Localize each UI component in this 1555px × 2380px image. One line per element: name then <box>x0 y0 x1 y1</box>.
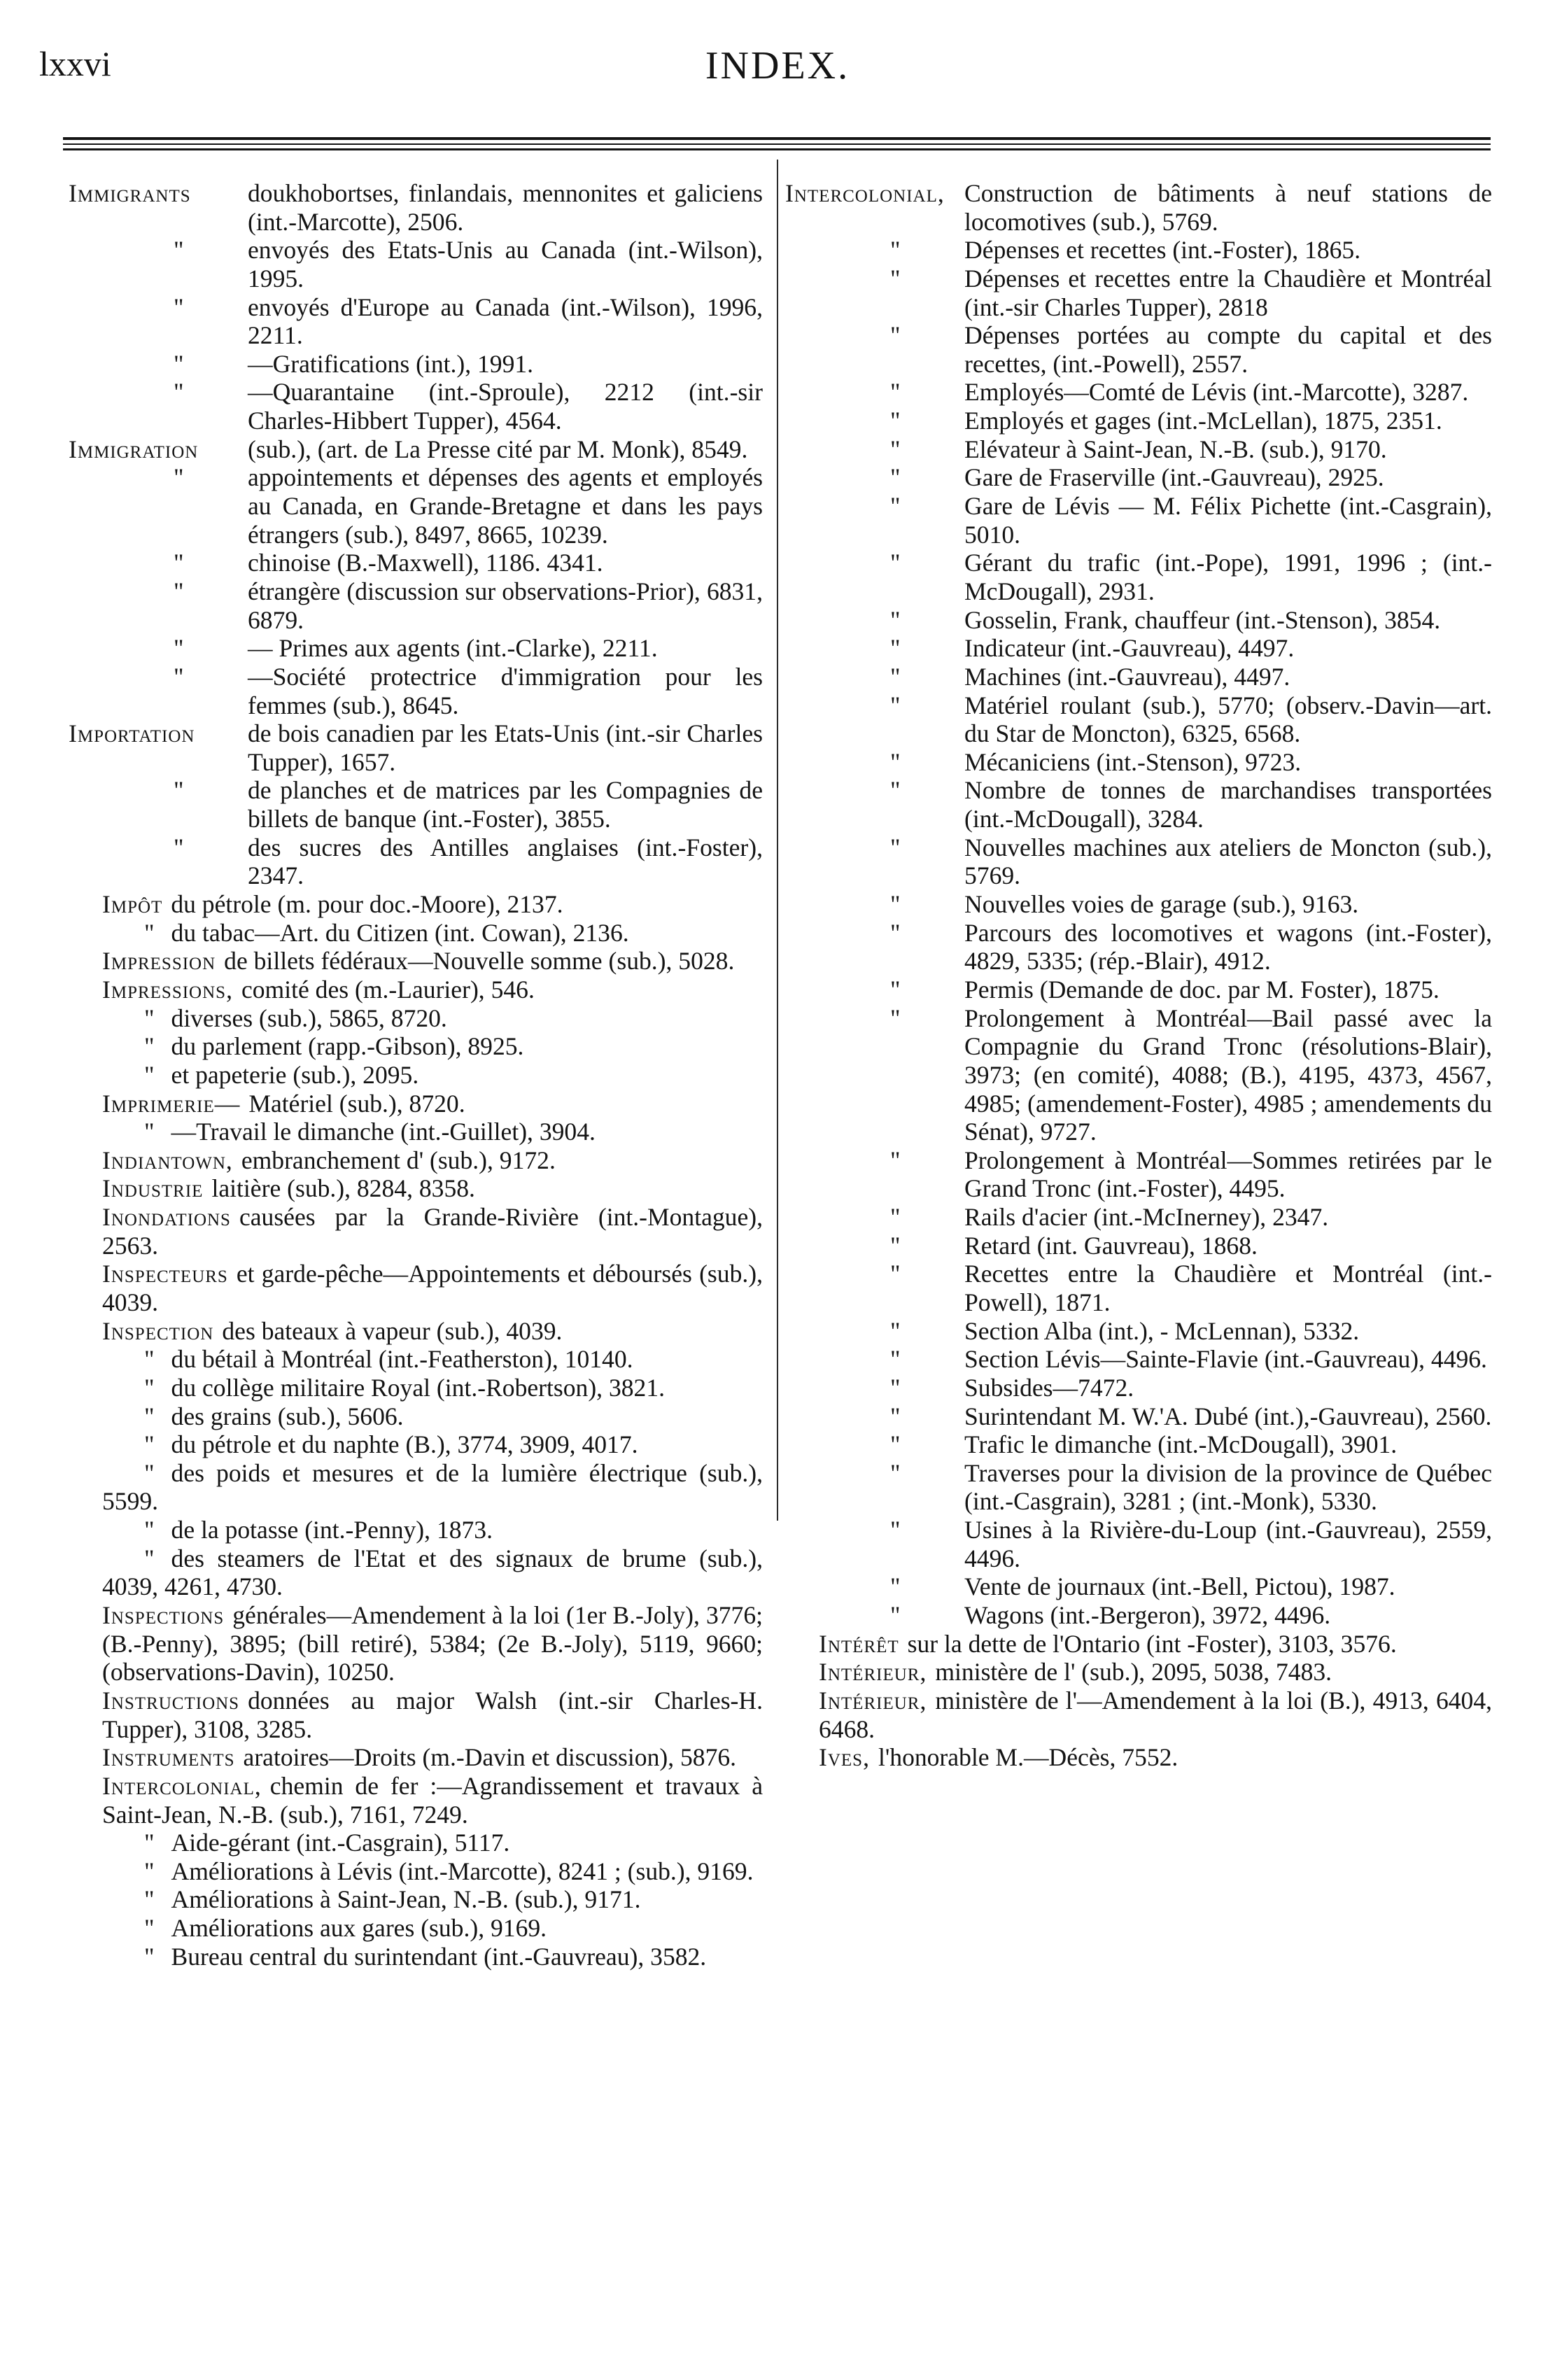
header-rule <box>63 148 1491 150</box>
entry-text: Gérant du trafic (int.-Pope), 1991, 1996 ; (int.-McDougall), 2931. <box>964 549 1492 605</box>
entry-text: Section Alba (int.), - McLennan), 5332. <box>964 1316 1360 1345</box>
ditto-mark: " <box>144 1516 155 1544</box>
index-entry <box>69 1772 763 1829</box>
entry-text: Dépenses et recettes entre la Chaudière et Montréal (int.-sir Charles Tupper), 2818 <box>964 264 1492 321</box>
ditto-mark: " <box>174 236 184 265</box>
ditto-mark: " <box>890 492 901 521</box>
entry-text: données au major Walsh (int.-sir Charles-H. Tupper), 3108, 3285. <box>102 1686 763 1743</box>
index-entry <box>69 1032 763 1061</box>
entry-heading: Importation <box>69 719 195 748</box>
entry-text: l'honorable M.—Décès, 7552. <box>878 1743 1178 1772</box>
index-entry <box>785 1374 1492 1402</box>
ditto-mark: " <box>144 1458 155 1487</box>
ditto-mark: " <box>144 1430 155 1459</box>
entry-text: des bateaux à vapeur (sub.), 4039. <box>222 1316 563 1345</box>
index-entry <box>785 378 1492 407</box>
ditto-mark: " <box>144 1942 155 1971</box>
entry-text: du collège militaire Royal (int.-Robertson), 3821. <box>171 1373 666 1402</box>
index-entry <box>69 1943 763 1971</box>
ditto-mark: " <box>890 776 901 805</box>
entry-text: Parcours des locomotives et wagons (int.-Foster), 4829, 5335; (rép.-Blair), 4912. <box>964 918 1492 976</box>
entry-text: Retard (int. Gauvreau), 1868. <box>964 1231 1258 1260</box>
ditto-mark: " <box>890 264 901 293</box>
ditto-mark: " <box>174 549 184 577</box>
index-entry <box>69 634 763 663</box>
index-entry <box>785 179 1492 236</box>
index-entry <box>69 719 763 776</box>
entry-text: —Gratifications (int.), 1991. <box>248 349 534 378</box>
ditto-mark: " <box>890 1345 901 1374</box>
ditto-mark: " <box>890 662 901 691</box>
entry-text: chemin de fer :—Agrandissement et travaux à Saint-Jean, N.-B. (sub.), 7161, 7249. <box>102 1771 763 1829</box>
ditto-mark: " <box>144 1402 155 1430</box>
entry-text: aratoires—Droits (m.-Davin et discussion), 5876. <box>243 1743 737 1772</box>
entry-text: Mécaniciens (int.-Stenson), 9723. <box>964 747 1302 776</box>
index-entry <box>69 1516 763 1544</box>
index-entry <box>69 1345 763 1374</box>
entry-text: chinoise (B.-Maxwell), 1186. 4341. <box>248 549 603 577</box>
entry-text: de billets fédéraux—Nouvelle somme (sub.), 5028. <box>224 947 735 976</box>
entry-text: envoyés d'Europe au Canada (int.-Wilson), 1996, 2211. <box>248 293 763 350</box>
entry-text: —Société protectrice d'immigration pour les femmes (sub.), 8645. <box>248 662 763 719</box>
entry-text: doukhobortses, finlandais, mennonites et galiciens (int.-Marcotte), 2506. <box>248 179 763 236</box>
ditto-mark: " <box>890 1572 901 1601</box>
ditto-mark: " <box>144 1060 155 1089</box>
index-entry <box>785 833 1492 890</box>
index-entry <box>69 1374 763 1402</box>
index-entry <box>785 1317 1492 1346</box>
entry-heading: Intercolonial, <box>785 179 945 207</box>
entry-heading: Impression <box>102 947 216 976</box>
ditto-mark: " <box>174 349 184 378</box>
index-entry <box>69 350 763 379</box>
index-entry <box>69 976 763 1004</box>
index-entry <box>69 577 763 634</box>
entry-text: Employés et gages (int.-McLellan), 1875, 2351. <box>964 407 1442 435</box>
entry-text: Gare de Lévis — M. Félix Pichette (int.-Casgrain), 5010. <box>964 492 1492 549</box>
index-entry <box>785 1345 1492 1374</box>
index-entry <box>69 833 763 890</box>
index-entry <box>785 407 1492 435</box>
entry-text: comité des (m.-Laurier), 546. <box>241 975 535 1004</box>
index-entry <box>785 748 1492 777</box>
entry-text: Aide-gérant (int.-Casgrain), 5117. <box>171 1829 510 1857</box>
index-entry <box>785 919 1492 976</box>
index-entry <box>69 1004 763 1033</box>
index-entry <box>785 1004 1492 1146</box>
index-entry <box>785 435 1492 464</box>
index-entry <box>785 776 1492 833</box>
column-divider <box>777 160 778 1521</box>
entry-text: Nombre de tonnes de marchandises transportées (int.-McDougall), 3284. <box>964 776 1492 833</box>
ditto-mark: " <box>174 577 184 605</box>
entry-text: des sucres des Antilles anglaises (int.-Foster), 2347. <box>248 833 763 890</box>
index-entry <box>785 691 1492 748</box>
index-entry <box>69 1146 763 1175</box>
entry-text: Subsides—7472. <box>964 1373 1134 1402</box>
entry-heading: Impressions, <box>102 975 233 1004</box>
ditto-mark: " <box>144 1373 155 1402</box>
index-entry <box>69 463 763 549</box>
index-entry <box>785 1658 1492 1687</box>
ditto-mark: " <box>890 833 901 861</box>
ditto-mark: " <box>174 463 184 492</box>
entry-heading: Intérieur, <box>819 1686 927 1714</box>
left-column <box>69 179 763 1971</box>
ditto-mark: " <box>144 918 155 947</box>
entry-text: ministère de l' (sub.), 2095, 5038, 7483. <box>935 1658 1332 1687</box>
ditto-mark: " <box>890 1402 901 1430</box>
header-rule <box>63 137 1491 140</box>
index-entry <box>69 1743 763 1772</box>
index-entry <box>785 1516 1492 1572</box>
entry-text: Surintendant M. W.'A. Dubé (int.),-Gauvreau), 2560. <box>964 1402 1492 1430</box>
index-entry <box>69 435 763 464</box>
ditto-mark: " <box>890 1260 901 1288</box>
ditto-mark: " <box>144 1914 155 1943</box>
ditto-mark: " <box>890 435 901 463</box>
ditto-mark: " <box>890 890 901 919</box>
entry-heading: Indiantown, <box>102 1146 233 1174</box>
ditto-mark: " <box>890 378 901 407</box>
entry-text: et garde-pêche—Appointements et déboursés (sub.), 4039. <box>102 1260 763 1316</box>
index-entry <box>69 1317 763 1346</box>
ditto-mark: " <box>174 776 184 805</box>
entry-text: Nouvelles machines aux ateliers de Moncton (sub.), 5769. <box>964 833 1492 890</box>
entry-text: Employés—Comté de Lévis (int.-Marcotte), 3287. <box>964 378 1469 407</box>
entry-heading: Industrie <box>102 1174 204 1203</box>
ditto-mark: " <box>890 1458 901 1487</box>
index-entry <box>69 179 763 236</box>
entry-text: Elévateur à Saint-Jean, N.-B. (sub.), 9170. <box>964 435 1387 463</box>
entry-text: ministère de l'—Amendement à la loi (B.), 4913, 6404, 6468. <box>819 1686 1492 1743</box>
index-entry <box>69 236 763 293</box>
index-entry <box>785 1459 1492 1516</box>
ditto-mark: " <box>890 1004 901 1032</box>
entry-text: —Travail le dimanche (int.-Guillet), 3904. <box>171 1118 596 1146</box>
index-entry <box>69 1885 763 1914</box>
index-entry <box>69 1687 763 1743</box>
ditto-mark: " <box>890 747 901 776</box>
index-entry <box>69 1203 763 1260</box>
entry-text: Recettes entre la Chaudière et Montréal (int.-Powell), 1871. <box>964 1260 1492 1316</box>
ditto-mark: " <box>890 1373 901 1402</box>
ditto-mark: " <box>890 549 901 577</box>
entry-heading: Instructions <box>102 1686 240 1714</box>
entry-text: des grains (sub.), 5606. <box>171 1402 404 1430</box>
entry-text: Indicateur (int.-Gauvreau), 4497. <box>964 634 1295 663</box>
ditto-mark: " <box>174 833 184 861</box>
ditto-mark: " <box>174 634 184 663</box>
index-entry <box>69 1260 763 1316</box>
ditto-mark: " <box>174 662 184 691</box>
index-entry <box>785 1601 1492 1630</box>
ditto-mark: " <box>890 236 901 265</box>
index-entry <box>69 378 763 435</box>
index-entry <box>785 1687 1492 1743</box>
entry-text: Section Lévis—Sainte-Flavie (int.-Gauvreau), 4496. <box>964 1345 1487 1374</box>
entry-heading: Ives, <box>819 1743 870 1772</box>
right-column <box>785 179 1492 1772</box>
index-entry <box>785 463 1492 492</box>
index-entry <box>69 1601 763 1687</box>
entry-text: du bétail à Montréal (int.-Featherston), 10140. <box>171 1345 633 1374</box>
ditto-mark: " <box>144 1032 155 1061</box>
ditto-mark: " <box>890 605 901 634</box>
index-entry <box>69 947 763 976</box>
index-entry <box>785 890 1492 919</box>
entry-text: appointements et dépenses des agents et employés au Canada, en Grande-Bretagne et dans les pays étrangers (sub.), 8497, 8665, 10239. <box>248 463 763 549</box>
entry-text: Nouvelles voies de garage (sub.), 9163. <box>964 890 1359 919</box>
entry-heading: Immigrants <box>69 179 191 207</box>
header-rule <box>63 143 1491 145</box>
ditto-mark: " <box>890 634 901 663</box>
entry-text: Prolongement à Montréal—Sommes retirées par le Grand Tronc (int.-Foster), 4495. <box>964 1146 1492 1203</box>
ditto-mark: " <box>890 918 901 947</box>
index-entry <box>785 1146 1492 1203</box>
ditto-mark: " <box>174 378 184 407</box>
ditto-mark: " <box>890 321 901 350</box>
ditto-mark: " <box>890 975 901 1004</box>
index-entry <box>69 1174 763 1203</box>
index-entry <box>69 1090 763 1118</box>
ditto-mark: " <box>144 1885 155 1914</box>
entry-text: Dépenses et recettes (int.-Foster), 1865. <box>964 236 1361 265</box>
ditto-mark: " <box>890 407 901 435</box>
index-entry <box>69 1061 763 1090</box>
entry-heading: Intérieur, <box>819 1658 927 1687</box>
entry-text: du pétrole (m. pour doc.-Moore), 2137. <box>171 890 563 919</box>
index-entry <box>785 1203 1492 1232</box>
index-entry <box>69 776 763 833</box>
index-entry <box>785 1260 1492 1316</box>
entry-text: Machines (int.-Gauvreau), 4497. <box>964 662 1290 691</box>
index-entry <box>785 321 1492 378</box>
index-entry <box>69 1829 763 1857</box>
entry-text: Trafic le dimanche (int.-McDougall), 3901. <box>964 1430 1398 1459</box>
ditto-mark: " <box>890 1430 901 1459</box>
entry-text: Wagons (int.-Bergeron), 3972, 4496. <box>964 1601 1331 1630</box>
index-entry <box>69 1857 763 1886</box>
entry-text: (sub.), (art. de La Presse cité par M. Monk), 8549. <box>248 435 748 463</box>
entry-text: du tabac—Art. du Citizen (int. Cowan), 2136. <box>171 918 629 947</box>
entry-heading: Impôt <box>102 890 163 919</box>
entry-text: Prolongement à Montréal—Bail passé avec la Compagnie du Grand Tronc (résolutions-Blair), 3973; (en comité), 4088; (B.), 4195, 4373, 4567, 4985; (amendement-Foster), 4985 ; amendements du Sénat), 9727. <box>964 1004 1492 1146</box>
entry-heading: Inspecteurs <box>102 1260 228 1288</box>
ditto-mark: " <box>890 463 901 492</box>
entry-heading: Intérêt <box>819 1629 899 1658</box>
entry-text: Permis (Demande de doc. par M. Foster), 1875. <box>964 975 1440 1004</box>
entry-text: Améliorations à Saint-Jean, N.-B. (sub.), 9171. <box>171 1885 641 1914</box>
index-entry <box>69 663 763 719</box>
ditto-mark: " <box>890 1601 901 1630</box>
index-entry <box>785 492 1492 549</box>
ditto-mark: " <box>890 691 901 719</box>
entry-text: —Quarantaine (int.-Sproule), 2212 (int.-sir Charles-Hibbert Tupper), 4564. <box>248 378 763 435</box>
page-title: INDEX. <box>705 44 850 87</box>
entry-heading: Inspection <box>102 1316 214 1345</box>
entry-text: Matériel roulant (sub.), 5770; (observ.-Davin—art. du Star de Moncton), 6325, 6568. <box>964 691 1492 748</box>
index-entry <box>69 1544 763 1601</box>
entry-text: Usines à la Rivière-du-Loup (int.-Gauvreau), 2559, 4496. <box>964 1516 1492 1572</box>
ditto-mark: " <box>890 1516 901 1544</box>
ditto-mark: " <box>144 1118 155 1146</box>
entry-heading: Imprimerie— <box>102 1089 241 1118</box>
entry-text: du pétrole et du naphte (B.), 3774, 3909, 4017. <box>171 1430 638 1459</box>
entry-text: de la potasse (int.-Penny), 1873. <box>171 1516 493 1544</box>
index-entry <box>785 1402 1492 1431</box>
entry-text: causées par la Grande-Rivière (int.-Montague), 2563. <box>102 1203 763 1260</box>
entry-text: Construction de bâtiments à neuf stations de locomotives (sub.), 5769. <box>964 179 1492 236</box>
index-entry <box>785 265 1492 321</box>
entry-text: Améliorations aux gares (sub.), 9169. <box>171 1914 547 1943</box>
ditto-mark: " <box>144 1857 155 1885</box>
index-entry <box>69 293 763 350</box>
ditto-mark: " <box>144 1544 155 1572</box>
entry-text: générales—Amendement à la loi (1er B.-Joly), 3776; (B.-Penny), 3895; (bill retiré), 5384; (2e B.-Joly), 5119, 9660; (observations-Davin), 10250. <box>102 1601 763 1687</box>
entry-text: de bois canadien par les Etats-Unis (int.-sir Charles Tupper), 1657. <box>248 719 763 776</box>
ditto-mark: " <box>890 1231 901 1260</box>
entry-text: du parlement (rapp.-Gibson), 8925. <box>171 1032 524 1061</box>
entry-text: — Primes aux agents (int.-Clarke), 2211. <box>248 634 658 663</box>
ditto-mark: " <box>144 1345 155 1374</box>
entry-text: des poids et mesures et de la lumière électrique (sub.), 5599. <box>102 1458 763 1516</box>
entry-text: laitière (sub.), 8284, 8358. <box>211 1174 475 1203</box>
index-entry <box>69 549 763 577</box>
entry-heading: Inspections <box>102 1601 225 1630</box>
index-entry <box>785 663 1492 691</box>
entry-text: Matériel (sub.), 8720. <box>248 1089 465 1118</box>
entry-text: Bureau central du surintendant (int.-Gauvreau), 3582. <box>171 1942 707 1971</box>
index-entry <box>785 549 1492 605</box>
entry-heading: Intercolonial, <box>102 1771 262 1800</box>
entry-text: Gare de Fraserville (int.-Gauvreau), 2925. <box>964 463 1384 492</box>
index-entry <box>69 1914 763 1943</box>
entry-text: Dépenses portées au compte du capital et des recettes, (int.-Powell), 2557. <box>964 321 1492 378</box>
entry-text: Traverses pour la division de la province de Québec (int.-Casgrain), 3281 ; (int.-Monk), 5330. <box>964 1458 1492 1516</box>
index-entry <box>69 1459 763 1516</box>
entry-text: et papeterie (sub.), 2095. <box>171 1060 419 1089</box>
index-entry <box>785 1232 1492 1260</box>
index-entry <box>69 890 763 919</box>
entry-heading: Immigration <box>69 435 199 463</box>
entry-text: Gosselin, Frank, chauffeur (int.-Stenson), 3854. <box>964 605 1441 634</box>
entry-heading: Inondations <box>102 1203 231 1232</box>
ditto-mark: " <box>890 1203 901 1232</box>
index-entry <box>69 1430 763 1459</box>
index-entry <box>785 236 1492 265</box>
entry-text: de planches et de matrices par les Compagnies de billets de banque (int.-Foster), 3855. <box>248 776 763 833</box>
index-entry <box>785 1743 1492 1772</box>
index-entry <box>785 1630 1492 1659</box>
entry-text: envoyés des Etats-Unis au Canada (int.-Wilson), 1995. <box>248 236 763 293</box>
entry-text: embranchement d' (sub.), 9172. <box>241 1146 556 1174</box>
entry-heading: Instruments <box>102 1743 235 1772</box>
index-entry <box>69 919 763 948</box>
index-entry <box>785 606 1492 635</box>
ditto-mark: " <box>890 1146 901 1174</box>
entry-text: diverses (sub.), 5865, 8720. <box>171 1004 447 1032</box>
index-entry <box>785 976 1492 1004</box>
entry-text: Améliorations à Lévis (int.-Marcotte), 8241 ; (sub.), 9169. <box>171 1857 754 1885</box>
index-entry <box>785 1430 1492 1459</box>
index-entry <box>69 1118 763 1146</box>
entry-text: Vente de journaux (int.-Bell, Pictou), 1987. <box>964 1572 1395 1601</box>
entry-text: sur la dette de l'Ontario (int -Foster), 3103, 3576. <box>907 1629 1397 1658</box>
ditto-mark: " <box>144 1004 155 1032</box>
entry-text: des steamers de l'Etat et des signaux de brume (sub.), 4039, 4261, 4730. <box>102 1544 763 1601</box>
index-entry <box>785 1572 1492 1601</box>
ditto-mark: " <box>174 293 184 321</box>
entry-text: Rails d'acier (int.-McInerney), 2347. <box>964 1203 1329 1232</box>
index-entry <box>785 634 1492 663</box>
ditto-mark: " <box>144 1829 155 1857</box>
entry-text: étrangère (discussion sur observations-Prior), 6831, 6879. <box>248 577 763 634</box>
index-entry <box>69 1402 763 1431</box>
page-number: lxxvi <box>39 44 111 83</box>
ditto-mark: " <box>890 1316 901 1345</box>
